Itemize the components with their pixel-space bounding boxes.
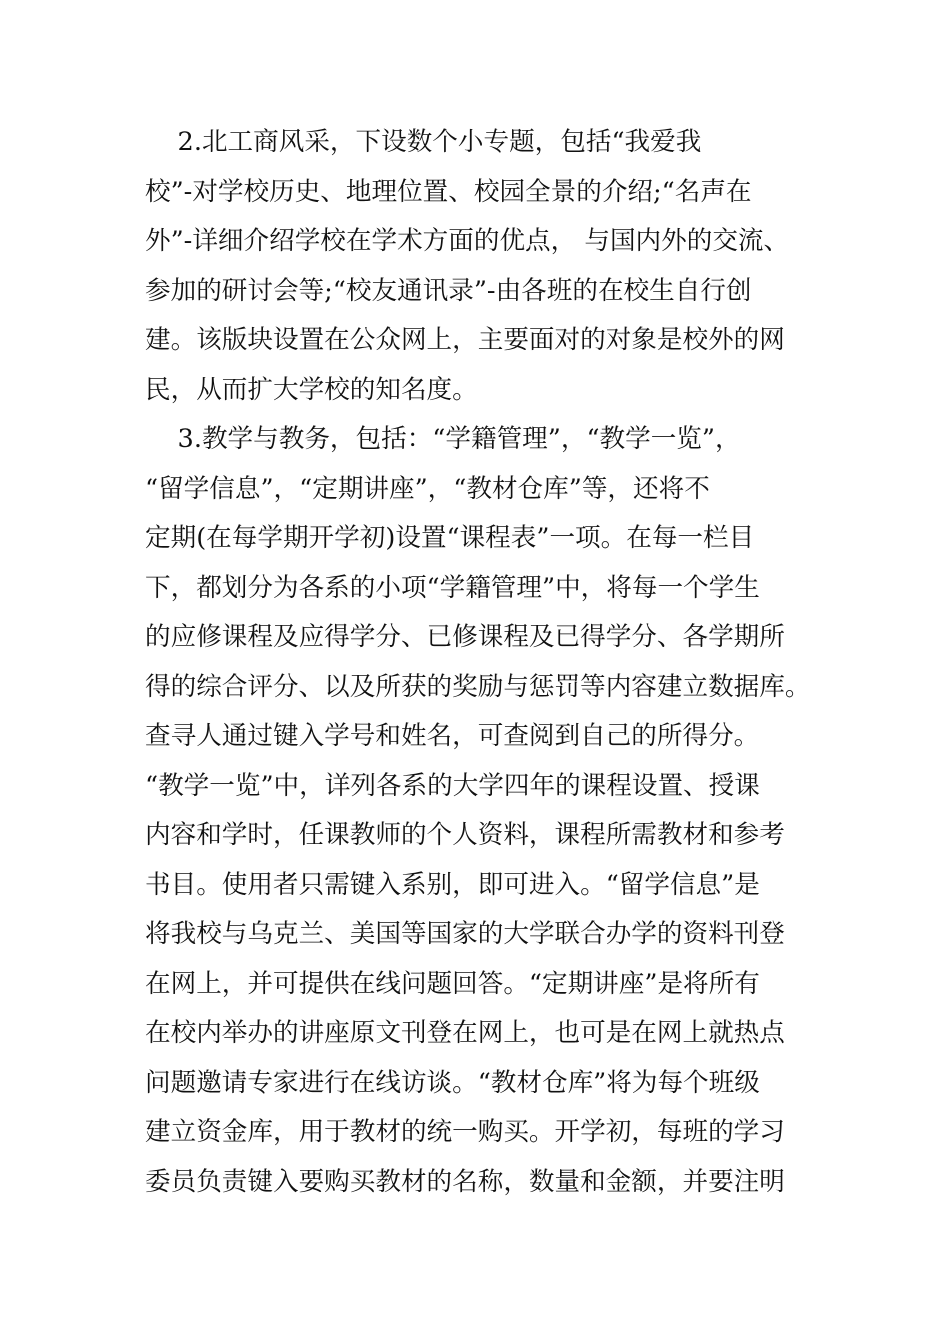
text-line: 3.教学与教务，包括：“学籍管理”，“教学一览”， xyxy=(145,424,741,454)
text-line: 民，从而扩大学校的知名度。 xyxy=(145,374,478,405)
text-line: 查寻人通过键入学号和姓名，可查阅到自己的所得分。 xyxy=(145,721,760,751)
text-line: 定期(在每学期开学初)设置“课程表”一项。在每一栏目 xyxy=(145,523,755,553)
paragraph-teaching-affairs xyxy=(145,415,825,1207)
text-line: 下，都划分为各系的小项“学籍管理”中，将每一个学生 xyxy=(145,572,760,603)
text-line: 问题邀请专家进行在线访谈。“教材仓库”将为每个班级 xyxy=(145,1067,760,1098)
paragraph-school-showcase xyxy=(145,118,825,415)
text-line: “留学信息”，“定期讲座”，“教材仓库”等，还将不 xyxy=(145,473,710,504)
text-line: “教学一览”中，详列各系的大学四年的课程设置、授课 xyxy=(145,770,760,801)
text-line: 校”-对学校历史、地理位置、校园全景的介绍;“名声在 xyxy=(145,176,752,207)
text-line: 建立资金库，用于教材的统一购买。开学初，每班的学习 xyxy=(145,1117,785,1147)
text-line: 的应修课程及应得学分、已修课程及已得学分、各学期所 xyxy=(145,622,785,652)
text-line: 建。该版块设置在公众网上，主要面对的对象是校外的网 xyxy=(145,325,785,355)
text-line: 2.北工商风采，下设数个小专题，包括“我爱我 xyxy=(145,127,702,157)
text-line: 委员负责键入要购买教材的名称，数量和金额，并要注明 xyxy=(145,1166,785,1197)
text-line: 得的综合评分、以及所获的奖励与惩罚等内容建立数据库。 xyxy=(145,671,811,702)
text-line: 参加的研讨会等;“校友通讯录”-由各班的在校生自行创 xyxy=(145,275,752,306)
text-line: 在网上，并可提供在线问题回答。“定期讲座”是将所有 xyxy=(145,968,760,999)
text-line: 外”-详细介绍学校在学术方面的优点， 与国内外的交流、 xyxy=(145,226,790,256)
text-line: 将我校与乌克兰、美国等国家的大学联合办学的资料刊登 xyxy=(145,919,785,949)
text-line: 在校内举办的讲座原文刊登在网上，也可是在网上就热点 xyxy=(145,1018,785,1048)
text-line: 内容和学时，任课教师的个人资料，课程所需教材和参考 xyxy=(145,820,785,850)
text-line: 书目。使用者只需键入系别，即可进入。“留学信息”是 xyxy=(145,869,760,900)
